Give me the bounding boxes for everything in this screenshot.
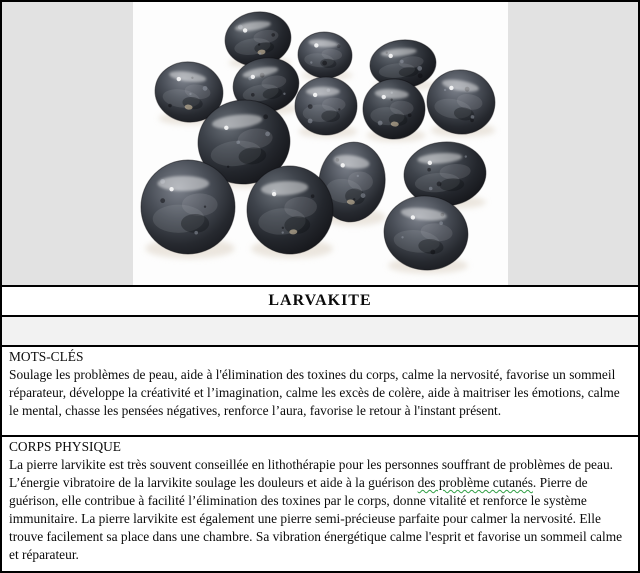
larvikite-stones-svg [133, 2, 508, 285]
title-row [2, 287, 638, 317]
corps-physique-body [9, 456, 631, 564]
larvikite-stones-image [133, 2, 508, 285]
empty-band [2, 317, 638, 347]
grammar-flagged-text: des problème cutanés [417, 475, 533, 490]
mots-cles-body: Soulage les problèmes de peau, aide à l'élimination des toxines du corps, calme la nervosité, favorise un sommeil réparateur, développe la créativité et l’imagination, calme les excès de colère, aide à maitriser les émotions, calme le mental, chasse les pensées négatives, renforce l’aura, favorise le retour à l'instant présent. [9, 367, 620, 418]
corps-physique-heading: CORPS PHYSIQUE [9, 439, 121, 454]
mots-cles-heading: MOTS-CLÉS [9, 349, 84, 364]
section-mots-cles [2, 347, 638, 437]
photo-right-margin [508, 2, 638, 285]
photo-left-margin [2, 2, 133, 285]
corps-text-after: . Pierre de guérison, elle contribue à facilité l’élimination des toxines par le corps, donne vitalité et renforce le système immunitaire. La pierre larvikite est également une pierre semi-précieuse parfaite pour calmer la nervosité. Elle trouve facilement sa place dans une chambre. Sa vibration énergétique calme l'esprit et favorise un sommeil calme et réparateur. [9, 475, 623, 562]
section-corps-physique [2, 437, 638, 569]
page-title: LARVAKITE [268, 292, 372, 309]
photo-row [2, 2, 638, 287]
corps-text-before: La pierre larvikite est très souvent conseillée en lithothérapie pour les personnes souffrant de problèmes de peau. L’énergie vibratoire de la larvikite soulage les douleurs et aide à la guérison [9, 457, 613, 490]
